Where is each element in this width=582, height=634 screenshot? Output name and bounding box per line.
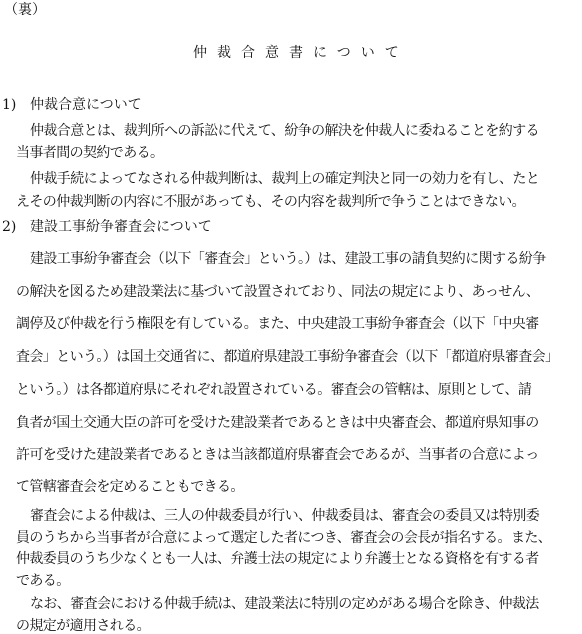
section-2-line: の規定が適用される。 <box>16 618 150 634</box>
section-1-line: 当事者間の契約である。 <box>16 145 164 161</box>
section-2-line: 員のうちから当事者が合意によって選定した者につき、審査会の会長が指名する。また、 <box>16 530 552 546</box>
header-label: （裏） <box>4 2 46 18</box>
section-2-heading: 建設工事紛争審査会について <box>30 219 212 235</box>
section-2-number: 2) <box>2 219 17 235</box>
section-2-line: て管轄審査会を定めることもできる。 <box>16 479 244 495</box>
section-1-line: 仲裁合意とは、裁判所への訴訟に代えて、紛争の解決を仲裁人に委ねることを約する <box>30 123 539 139</box>
section-2-line: なお、審査会における仲裁手続は、建設業法に特別の定めがある場合を除き、仲裁法 <box>30 596 539 612</box>
section-2-line: 許可を受けた建設業者であるときは当該都道府県審査会であるが、当事者の合意によっ <box>16 447 539 463</box>
section-2-line: 建設工事紛争審査会（以下「審査会」という。）は、建設工事の請負契約に関する紛争 <box>30 251 546 267</box>
section-1-line: 仲裁手続によってなされる仲裁判断は、裁判上の確定判決と同一の効力を有し、たと <box>30 171 540 187</box>
section-2-line: 査会」という。）は国土交通省に、都道府県建設工事紛争審査会（以下「都道府県審査会」 <box>16 349 559 365</box>
section-2-line: である。 <box>16 573 70 589</box>
section-2-line: という。）は各都道府県にそれぞれ設置されている。審査会の管轄は、原則として、請 <box>16 382 532 398</box>
section-2-line: の解決を図るため建設業法に基づいて設置されており、同法の規定により、あっせん、 <box>16 284 540 300</box>
document-title: 仲裁合意書について <box>193 45 409 61</box>
section-2-line: 審査会による仲裁は、三人の仲裁委員が行い、仲裁委員は、審査会の委員又は特別委 <box>30 508 540 524</box>
section-2-line: 調停及び仲裁を行う権限を有している。また、中央建設工事紛争審査会（以下「中央審 <box>16 316 539 332</box>
section-1-number: 1) <box>2 97 17 113</box>
section-2-line: 仲裁委員のうち少なくとも一人は、弁護士法の規定により弁護士となる資格を有する者 <box>16 551 539 567</box>
section-2-line: 負者が国土交通大臣の許可を受けた建設業者であるときは中央審査会、都道府県知事の <box>16 415 539 431</box>
section-1-line: えその仲裁判断の内容に不服があっても、その内容を裁判所で争うことはできない。 <box>16 194 526 210</box>
section-1-heading: 仲裁合意について <box>30 97 142 113</box>
